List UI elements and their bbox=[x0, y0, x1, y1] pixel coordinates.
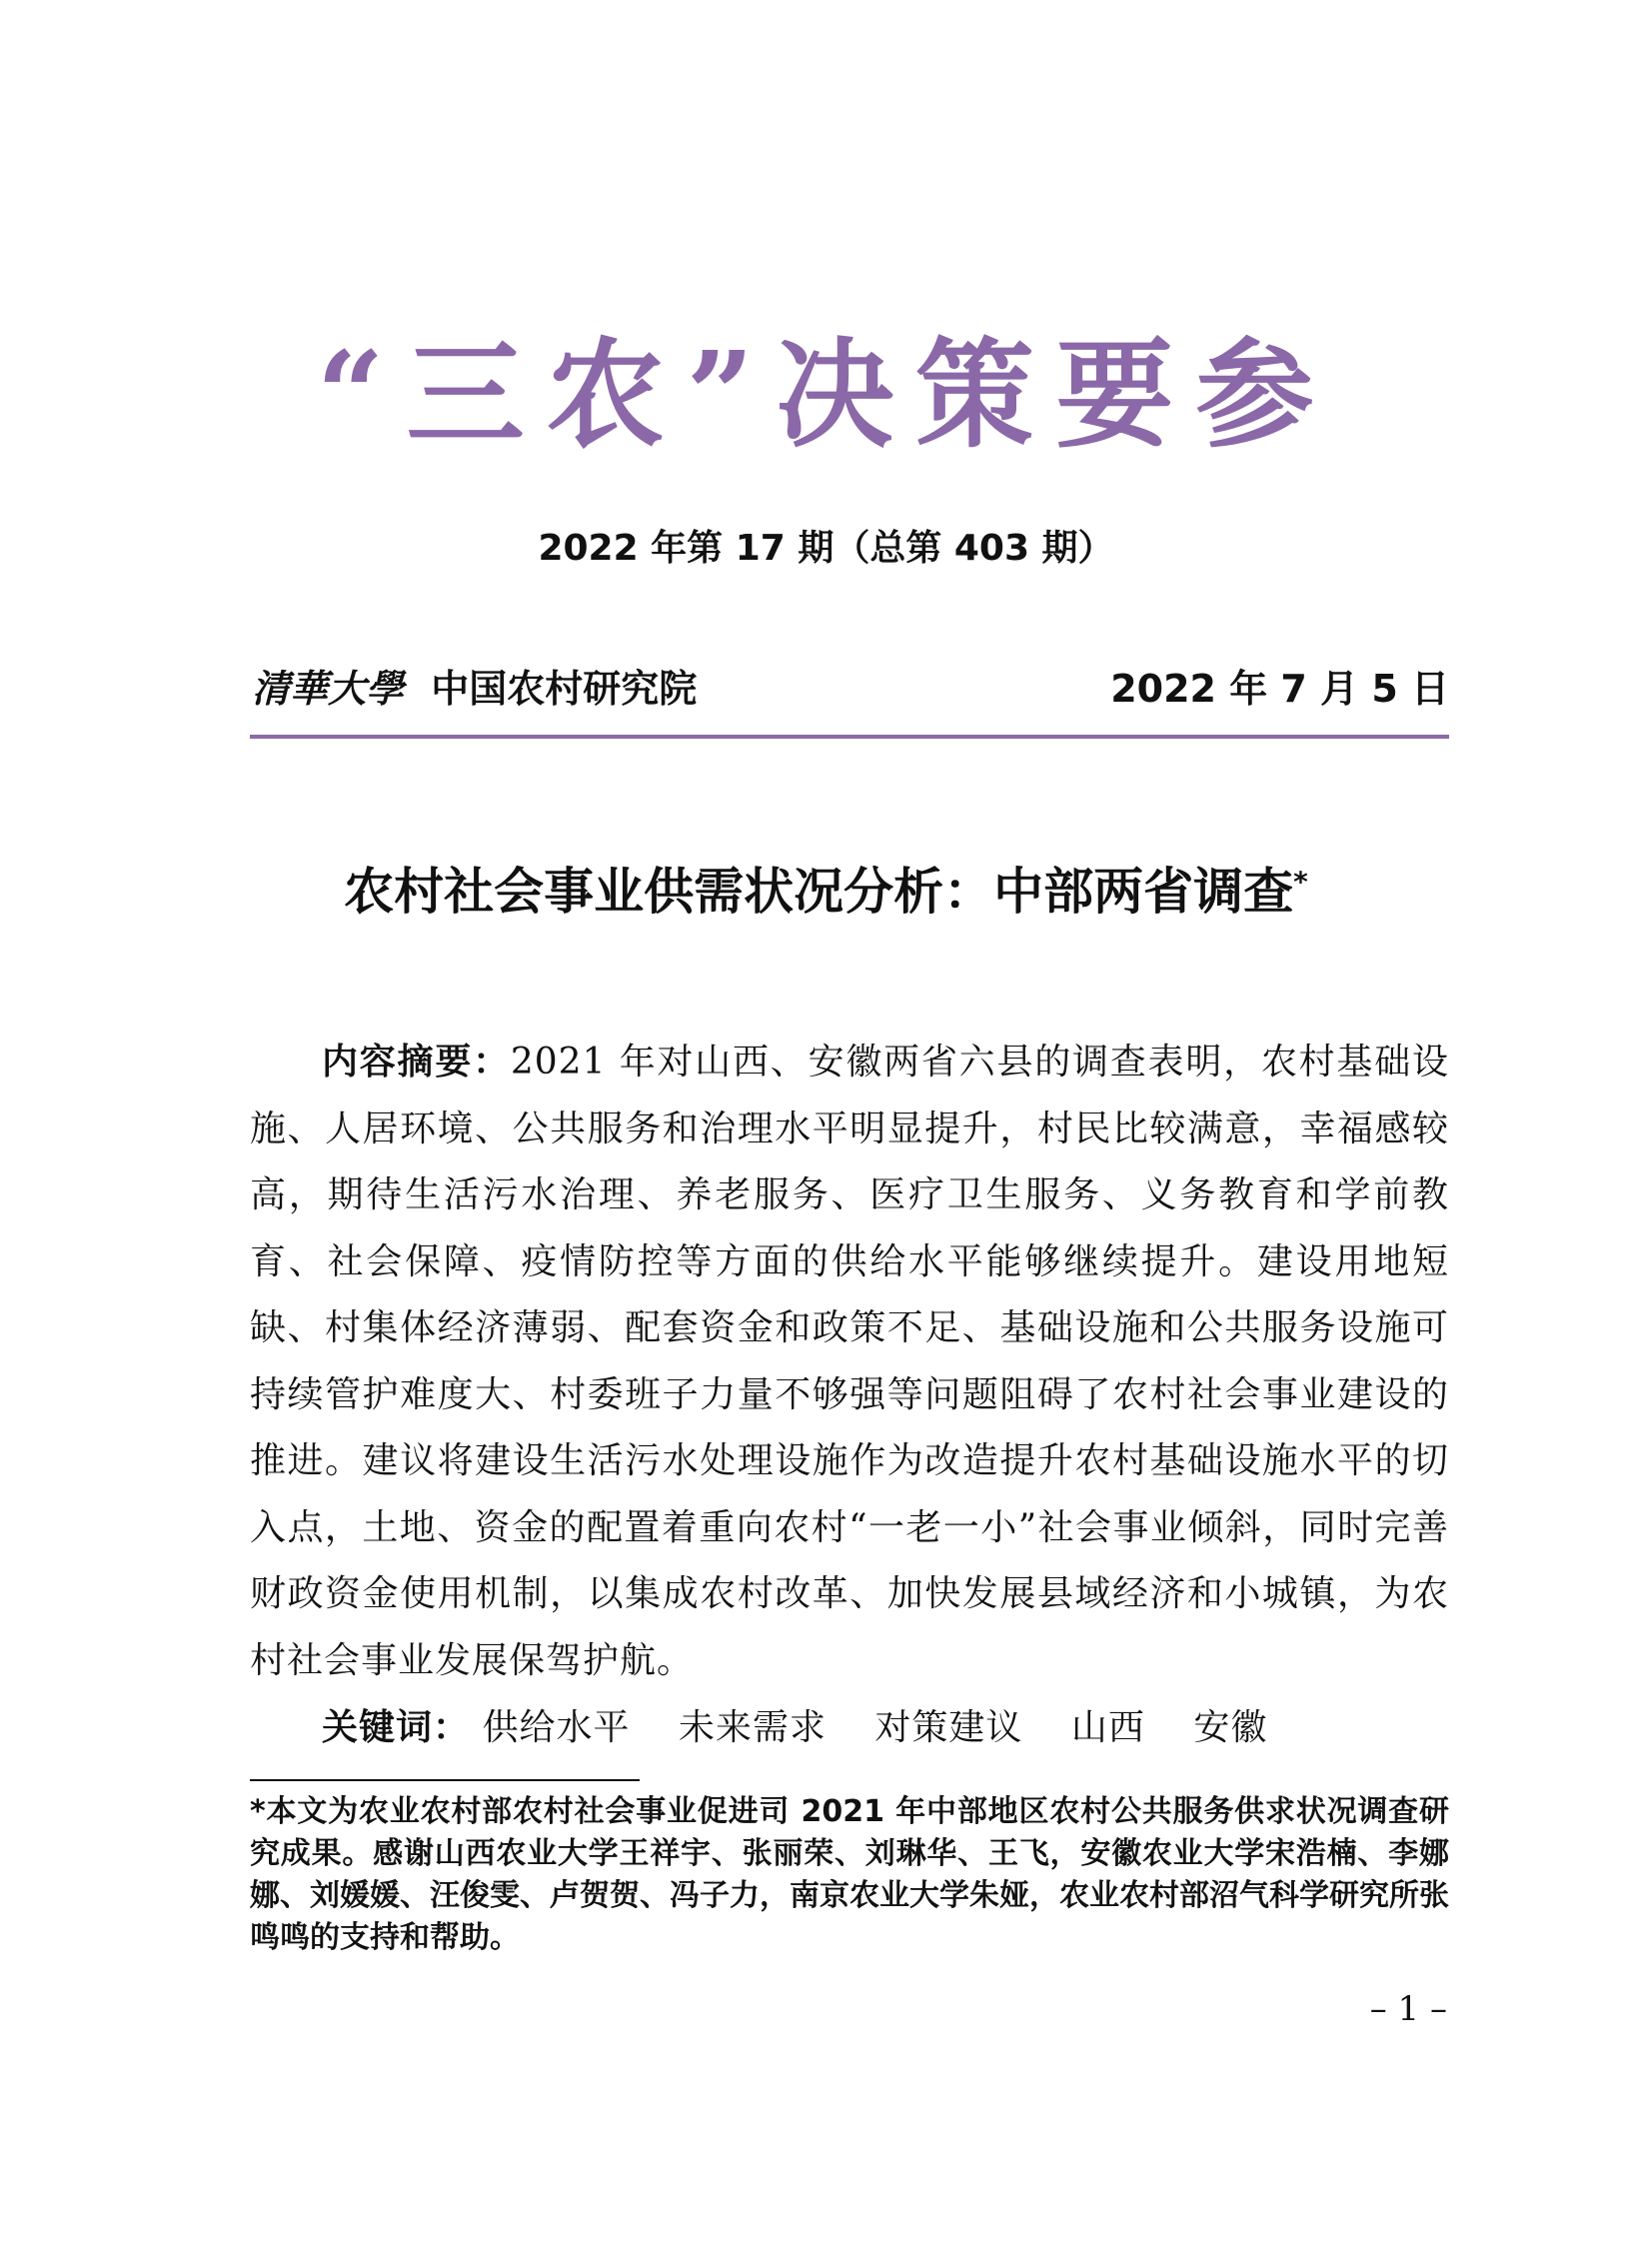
abstract-label: 内容摘要： bbox=[322, 1042, 511, 1083]
publisher-block bbox=[252, 658, 697, 713]
keyword: 供给水平 bbox=[482, 1707, 631, 1748]
article-title-text: 农村社会事业供需状况分析：中部两省调查 bbox=[344, 863, 1294, 921]
footnote-text: *本文为农业农村部农村社会事业促进司 2021 年中部地区农村公共服务供求状况调查研究成果。感谢山西农业大学王祥宇、张丽荣、刘琳华、王飞，安徽农业大学宋浩楠、李娜娜、刘媛媛、汪俊雯、卢贺贺、冯子力，南京农业大学朱娅，农业农村部沼气科学研究所张鸣鸣的支持和帮助。 bbox=[250, 1794, 1449, 1955]
institute-name: 中国农村研究院 bbox=[431, 667, 698, 711]
issue-number: 2022 年第 17 期（总第 403 期） bbox=[538, 528, 1114, 569]
masthead-title: “三农”决策要参 bbox=[316, 325, 1336, 464]
publication-date: 2022 年 7 月 5 日 bbox=[1110, 667, 1449, 711]
abstract-paragraph bbox=[250, 1030, 1449, 1694]
keywords-line bbox=[250, 1699, 1449, 1750]
abstract-text: 2021 年对山西、安徽两省六县的调查表明，农村基础设施、人居环境、公共服务和治理水平明显提升，村民比较满意，幸福感较高，期待生活污水治理、养老服务、医疗卫生服务、义务教育和学前教育、社会保障、疫情防控等方面的供给水平能够继续提升。建设用地短缺、村集体经济薄弱、配套资金和政策不足、基础设施和公共服务设施可持续管护难度大、村委班子力量不够强等问题阻碍了农村社会事业建设的推进。建议将建设生活污水处理设施作为改造提升农村基础设施水平的切入点，土地、资金的配置着重向农村“一老一小”社会事业倾斜，同时完善财政资金使用机制，以集成农村改革、加快发展县域经济和小城镇，为农村社会事业发展保驾护航。 bbox=[250, 1042, 1449, 1681]
header-divider bbox=[250, 735, 1449, 739]
keyword: 对策建议 bbox=[874, 1707, 1023, 1748]
keyword: 安徽 bbox=[1193, 1707, 1268, 1748]
keywords-label: 关键词： bbox=[322, 1707, 471, 1748]
footnote-divider bbox=[250, 1779, 640, 1781]
university-logo-text: 清華大學 bbox=[252, 666, 405, 711]
keyword: 山西 bbox=[1070, 1707, 1145, 1748]
footnote-marker: * bbox=[1293, 865, 1308, 899]
keyword: 未来需求 bbox=[678, 1707, 826, 1748]
page-number: – 1 – bbox=[1369, 1989, 1447, 2029]
article-title bbox=[0, 852, 1652, 924]
